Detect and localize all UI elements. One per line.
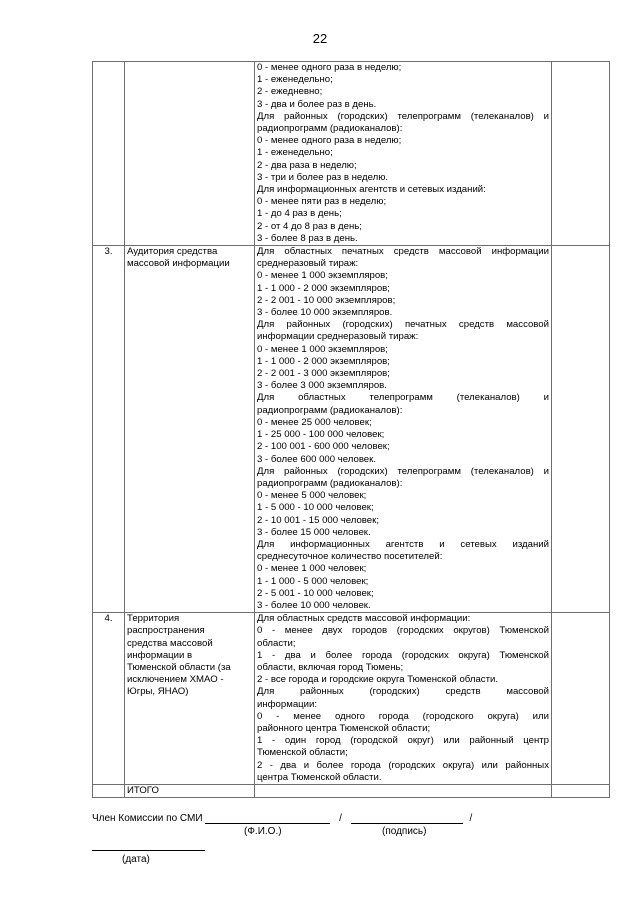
fio-line bbox=[205, 812, 330, 824]
scale-line: Тюменской области; bbox=[257, 747, 348, 759]
scale-line: Для областных средств массовой информации: bbox=[257, 613, 471, 625]
scale-line: Для районных (городских) телепрограмм (телеканалов) и bbox=[257, 465, 549, 477]
total-row bbox=[93, 784, 610, 797]
criterion-name-line: Тюменской области (за bbox=[127, 661, 231, 673]
scale-line: 1 - два и более города (городских округа) Тюменской bbox=[257, 649, 549, 661]
fio-caption: (Ф.И.О.) bbox=[244, 826, 282, 837]
total-label: ИТОГО bbox=[125, 784, 255, 797]
criterion-scale bbox=[255, 62, 552, 246]
criteria-row bbox=[93, 246, 610, 613]
scale-line: 2 - от 4 до 8 раз в день; bbox=[257, 220, 362, 232]
scale-line: 3 - два и более раз в день. bbox=[257, 98, 377, 110]
scale-line: Для областных телепрограмм (телеканалов) и bbox=[257, 392, 549, 404]
scale-line: 0 - менее 1 000 человек; bbox=[257, 563, 367, 575]
slash-1: / bbox=[339, 813, 342, 824]
criterion-scale bbox=[255, 613, 552, 785]
criterion-name bbox=[125, 613, 255, 785]
scale-line: 3 - более 8 раз в день. bbox=[257, 232, 358, 244]
scale-line: 0 - менее двух городов (городских округов) Тюменской bbox=[257, 625, 549, 637]
scale-line: радиопрограмм (радиоканалов): bbox=[257, 123, 403, 135]
scale-line: центра Тюменской области. bbox=[257, 771, 382, 783]
scale-line: 2 - все города и городские округа Тюменской области. bbox=[257, 674, 499, 686]
scale-line: Для областных печатных средств массовой информации bbox=[257, 246, 549, 258]
criterion-name-line: массовой информации bbox=[127, 258, 230, 270]
scale-line: области, включая город Тюмень; bbox=[257, 661, 404, 673]
date-line bbox=[92, 850, 205, 851]
criterion-name bbox=[125, 62, 255, 246]
scale-line: 0 - менее пяти раз в неделю; bbox=[257, 196, 387, 208]
criteria-row bbox=[93, 62, 610, 246]
scale-line: Для районных (городских) средств массовой bbox=[257, 686, 549, 698]
scale-line: 2 - 2 001 - 10 000 экземпляров; bbox=[257, 294, 396, 306]
score-cell bbox=[552, 246, 610, 613]
criterion-name-line: информации в bbox=[127, 649, 193, 661]
criteria-table-body bbox=[93, 62, 610, 798]
criterion-name-line: Аудитория средства bbox=[127, 246, 218, 258]
scale-line: 3 - более 600 000 человек. bbox=[257, 453, 377, 465]
scale-line: 3 - более 15 000 человек. bbox=[257, 526, 371, 538]
total-score-cell bbox=[552, 784, 610, 797]
total-scale-cell bbox=[255, 784, 552, 797]
scale-line: 1 - 5 000 - 10 000 человек; bbox=[257, 502, 374, 514]
scale-line: 1 - еженедельно; bbox=[257, 147, 333, 159]
scale-line: радиопрограмм (радиоканалов): bbox=[257, 404, 403, 416]
criterion-number bbox=[93, 62, 125, 246]
scale-line: 0 - менее 5 000 человек; bbox=[257, 490, 367, 502]
scale-line: 2 - 100 001 - 600 000 человек; bbox=[257, 441, 390, 453]
criterion-name-line: исключением ХМАО - bbox=[127, 674, 224, 686]
criterion-number: 3. bbox=[93, 246, 125, 613]
scale-line: 2 - два раза в неделю; bbox=[257, 159, 357, 171]
scale-line: 1 - 1 000 - 2 000 экземпляров; bbox=[257, 282, 390, 294]
criterion-name bbox=[125, 246, 255, 613]
slash-2: / bbox=[469, 813, 473, 824]
score-cell bbox=[552, 613, 610, 785]
scale-line: среднеразовый тираж: bbox=[257, 258, 359, 270]
scale-line: среднесуточное количество посетителей: bbox=[257, 551, 443, 563]
score-cell bbox=[552, 62, 610, 246]
criterion-scale bbox=[255, 246, 552, 613]
criteria-table bbox=[92, 61, 610, 798]
page-number: 22 bbox=[312, 31, 328, 46]
scale-line: 1 - до 4 раз в день; bbox=[257, 208, 342, 220]
member-label: Член Комиссии по СМИ bbox=[92, 813, 203, 824]
scale-line: 0 - менее одного города (городского округа) или bbox=[257, 710, 549, 722]
scale-line: 0 - менее одного раза в неделю; bbox=[257, 62, 402, 73]
scale-line: Для информационных агентств и сетевых изданий: bbox=[257, 184, 486, 196]
criteria-row bbox=[93, 613, 610, 785]
criterion-name-line: распространения bbox=[127, 625, 205, 637]
scale-line: радиопрограмм (радиоканалов): bbox=[257, 477, 403, 489]
criterion-name-line: Югры, ЯНАО) bbox=[127, 686, 189, 698]
scale-line: 2 - 5 001 - 10 000 человек; bbox=[257, 587, 374, 599]
scale-line: информации: bbox=[257, 698, 318, 710]
scale-line: 1 - еженедельно; bbox=[257, 74, 333, 86]
signature-caption: (подпись) bbox=[382, 826, 427, 837]
criterion-number: 4. bbox=[93, 613, 125, 785]
scale-line: Для районных (городских) телепрограмм (телеканалов) и bbox=[257, 110, 549, 122]
scale-line: информации среднеразовый тираж: bbox=[257, 331, 419, 343]
scale-line: 2 - два и более города (городских округа) или районных bbox=[257, 759, 549, 771]
scale-line: 3 - более 10 000 человек. bbox=[257, 599, 371, 611]
criterion-name-line: Территория bbox=[127, 613, 180, 625]
scale-line: области; bbox=[257, 637, 296, 649]
scale-line: 3 - более 10 000 экземпляров. bbox=[257, 307, 393, 319]
scale-line: 2 - 2 001 - 3 000 экземпляров; bbox=[257, 368, 390, 380]
scale-line: 0 - менее 1 000 экземпляров; bbox=[257, 343, 388, 355]
scale-line: 1 - один город (городской округ) или районный центр bbox=[257, 735, 549, 747]
criterion-name-line: средства массовой bbox=[127, 637, 213, 649]
scale-line: Для районных (городских) печатных средств массовой bbox=[257, 319, 549, 331]
signature-row bbox=[92, 812, 472, 824]
scale-line: 0 - менее одного раза в неделю; bbox=[257, 135, 402, 147]
scale-line: 0 - менее 25 000 человек; bbox=[257, 416, 372, 428]
scale-line: 2 - 10 001 - 15 000 человек; bbox=[257, 514, 379, 526]
scale-line: районного центра Тюменской области; bbox=[257, 722, 431, 734]
scale-line: Для информационных агентств и сетевых изданий bbox=[257, 538, 549, 550]
scale-line: 0 - менее 1 000 экземпляров; bbox=[257, 270, 388, 282]
total-number-cell bbox=[93, 784, 125, 797]
scale-line: 1 - 1 000 - 5 000 человек; bbox=[257, 575, 369, 587]
scale-line: 3 - три и более раз в неделю. bbox=[257, 171, 389, 183]
signature-line bbox=[351, 812, 463, 824]
scale-line: 1 - 25 000 - 100 000 человек; bbox=[257, 429, 385, 441]
scale-line: 1 - 1 000 - 2 000 экземпляров; bbox=[257, 355, 390, 367]
scale-line: 2 - ежедневно; bbox=[257, 86, 323, 98]
date-caption: (дата) bbox=[122, 854, 150, 865]
scale-line: 3 - более 3 000 экземпляров. bbox=[257, 380, 387, 392]
